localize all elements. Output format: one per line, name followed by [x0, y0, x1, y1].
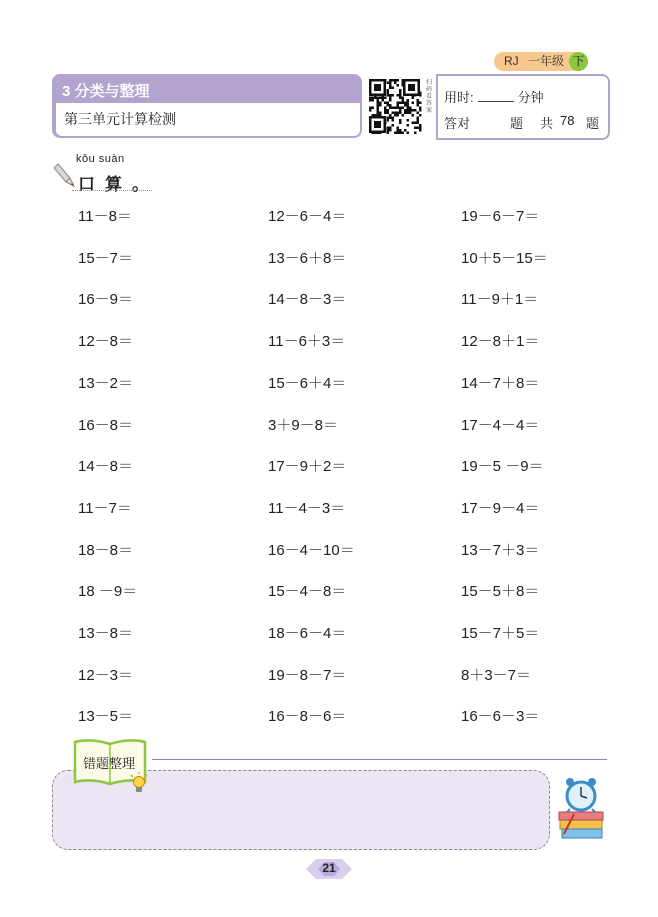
problem-item: 18－8＝ — [78, 542, 134, 559]
time-label: 用时: — [444, 90, 474, 105]
section-pinyin: kǒu suàn — [76, 153, 125, 165]
total-label: 共 — [540, 116, 554, 131]
problem-item: 16－4－10＝ — [268, 542, 355, 559]
page-header — [52, 74, 607, 140]
alarm-clock-icon — [556, 776, 606, 847]
lightbulb-icon — [130, 772, 148, 799]
qr-caption: 扫码看答案 — [426, 80, 433, 114]
title-box — [52, 74, 362, 138]
page-number — [306, 856, 352, 882]
problem-item: 17－9－4＝ — [461, 500, 540, 517]
problem-item: 16－6－3＝ — [461, 708, 540, 725]
term-label: 下 — [569, 52, 588, 71]
problem-item: 13－8＝ — [78, 625, 134, 642]
problem-item: 16－8＝ — [78, 417, 134, 434]
answered-label: 答对 — [444, 116, 471, 131]
problem-item: 17－9＋2＝ — [268, 458, 347, 475]
problem-item: 12－8＋1＝ — [461, 333, 540, 350]
problem-item: 13－2＝ — [78, 375, 134, 392]
time-unit: 分钟 — [517, 90, 544, 105]
total-count: 78 — [560, 113, 575, 128]
score-row — [444, 113, 604, 132]
problem-item: 15－6＋4＝ — [268, 375, 347, 392]
problem-item: 15－7＋5＝ — [461, 625, 540, 642]
grade-badge — [494, 52, 588, 71]
section-title: 口算。 — [78, 175, 159, 194]
review-divider — [152, 759, 607, 760]
problem-item: 19－5 －9＝ — [461, 458, 544, 475]
problem-item: 13－5＝ — [78, 708, 134, 725]
problem-item: 18 －9＝ — [78, 583, 138, 600]
problem-item: 15－4－8＝ — [268, 583, 347, 600]
review-title: 错题整理 — [83, 756, 136, 771]
problem-item: 13－7＋3＝ — [461, 542, 540, 559]
subtitle-box — [56, 103, 360, 136]
grade-label: 一年级 — [528, 54, 565, 68]
problem-item: 11－9＋1＝ — [461, 291, 539, 308]
problem-item: 12－8＝ — [78, 333, 134, 350]
page-number-text: 21 — [322, 861, 336, 875]
pencil-icon — [54, 162, 76, 193]
section-underline — [72, 190, 152, 191]
series-label: RJ — [504, 54, 519, 68]
problem-item: 17－4－4＝ — [461, 417, 540, 434]
qr-code-icon[interactable] — [368, 78, 422, 134]
total-unit: 题 — [586, 116, 600, 131]
problem-item: 11－4－3＝ — [268, 500, 346, 517]
time-row — [444, 87, 544, 106]
problem-item: 8＋3－7＝ — [461, 667, 532, 684]
problem-item: 14－8－3＝ — [268, 291, 347, 308]
problem-item: 16－9＝ — [78, 291, 134, 308]
problem-item: 14－7＋8＝ — [461, 375, 540, 392]
problem-item: 19－6－7＝ — [461, 208, 540, 225]
problem-item: 14－8＝ — [78, 458, 134, 475]
question-word: 题 — [510, 116, 524, 131]
problem-item: 12－6－4＝ — [268, 208, 347, 225]
info-box — [436, 74, 610, 140]
problem-item: 19－8－7＝ — [268, 667, 347, 684]
problem-item: 10＋5－15＝ — [461, 250, 548, 267]
unit-title: 3 分类与整理 — [62, 83, 150, 100]
problem-item: 11－6＋3＝ — [268, 333, 346, 350]
problem-item: 16－8－6＝ — [268, 708, 347, 725]
problem-item: 13－6＋8＝ — [268, 250, 347, 267]
problem-item: 12－3＝ — [78, 667, 134, 684]
problem-item: 18－6－4＝ — [268, 625, 347, 642]
page-subtitle: 第三单元计算检测 — [64, 111, 176, 127]
problem-item: 3＋9－8＝ — [268, 417, 339, 434]
problem-item: 15－7＝ — [78, 250, 134, 267]
time-blank — [478, 101, 514, 102]
problem-item: 11－8＝ — [78, 208, 132, 225]
problem-item: 15－5＋8＝ — [461, 583, 540, 600]
problem-item: 11－7＝ — [78, 500, 132, 517]
